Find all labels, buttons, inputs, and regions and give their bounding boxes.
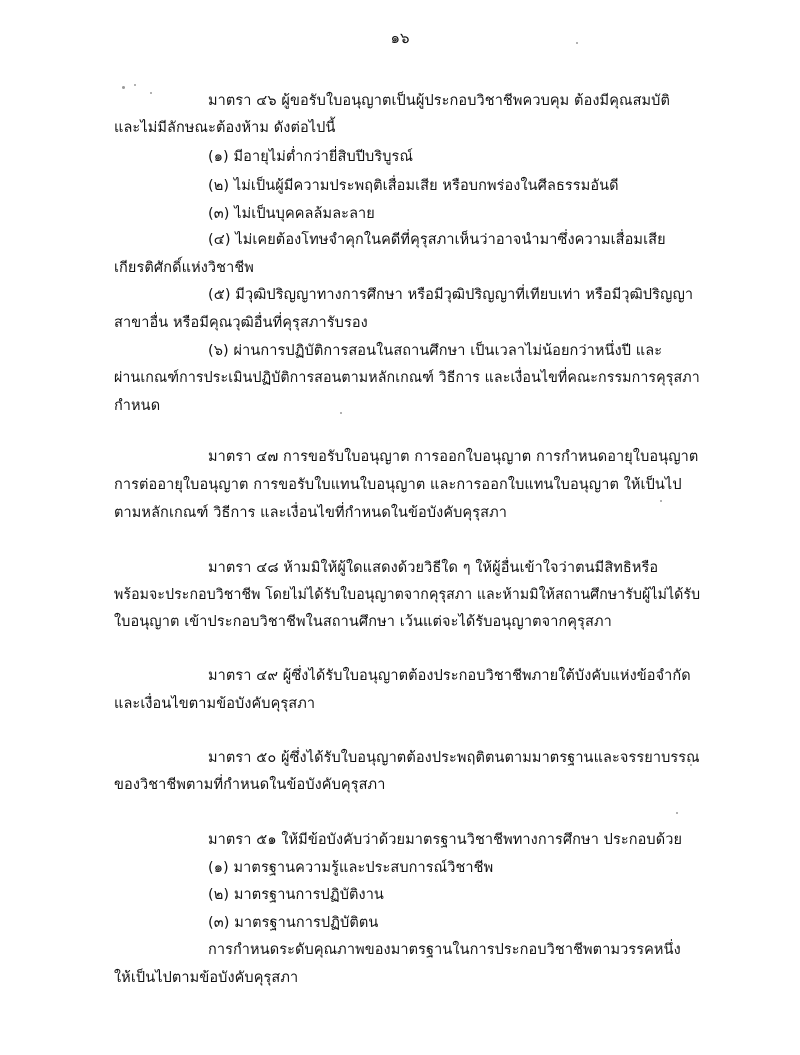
section-46-text-line: และไม่มีลักษณะต้องห้าม ดังต่อไปนี้ xyxy=(114,120,336,136)
section-46-item-5: (๕) มีวุฒิปริญญาทางการศึกษา หรือมีวุฒิปริญญาที่เทียบเท่า หรือมีวุฒิปริญญา xyxy=(208,287,694,303)
section-50-heading-line: มาตรา ๕๐ ผู้ซึ่งได้รับใบอนุญาตต้องประพฤติตนตามมาตรฐานและจรรยาบรรณ xyxy=(208,750,700,766)
section-46-item-5-cont: สาขาอื่น หรือมีคุณวุฒิอื่นที่คุรุสภารับรอง xyxy=(114,315,368,331)
section-46-item-4: (๔) ไม่เคยต้องโทษจำคุกในคดีที่คุรุสภาเห็นว่าอาจนำมาซึ่งความเสื่อมเสีย xyxy=(208,232,666,248)
section-51-paragraph-cont: ให้เป็นไปตามข้อบังคับคุรุสภา xyxy=(114,970,299,986)
section-51-item-1: (๑) มาตรฐานความรู้และประสบการณ์วิชาชีพ xyxy=(208,860,494,876)
section-46-item-4-cont: เกียรติศักดิ์แห่งวิชาชีพ xyxy=(114,260,254,276)
section-46-item-2: (๒) ไม่เป็นผู้มีความประพฤติเสื่อมเสีย หรือบกพร่องในศีลธรรมอันดี xyxy=(208,178,619,194)
section-48-heading-line: มาตรา ๔๘ ห้ามมิให้ผู้ใดแสดงด้วยวิธีใด ๆ ให้ผู้อื่นเข้าใจว่าตนมีสิทธิหรือ xyxy=(208,560,659,576)
section-46-item-6: (๖) ผ่านการปฏิบัติการสอนในสถานศึกษา เป็นเวลาไม่น้อยกว่าหนึ่งปี และ xyxy=(208,343,663,359)
section-49-text-line: และเงื่อนไขตามข้อบังคับคุรุสภา xyxy=(114,696,316,712)
scan-speck xyxy=(150,92,152,94)
section-47-text-line: ตามหลักเกณฑ์ วิธีการ และเงื่อนไขที่กำหนดในข้อบังคับคุรุสภา xyxy=(114,505,507,521)
scan-speck xyxy=(576,42,578,44)
scan-speck xyxy=(122,86,125,89)
section-47-text-line: การต่ออายุใบอนุญาต การขอรับใบแทนใบอนุญาต และการออกใบแทนใบอนุญาต ให้เป็นไป xyxy=(114,477,682,493)
section-51-item-2: (๒) มาตรฐานการปฏิบัติงาน xyxy=(208,887,384,903)
section-51-heading-line: มาตรา ๕๑ ให้มีข้อบังคับว่าด้วยมาตรฐานวิชาชีพทางการศึกษา ประกอบด้วย xyxy=(208,832,683,848)
section-46-item-6-cont: กำหนด xyxy=(114,398,161,414)
section-51-item-3: (๓) มาตรฐานการปฏิบัติตน xyxy=(208,915,379,931)
section-46-heading-line: มาตรา ๔๖ ผู้ขอรับใบอนุญาตเป็นผู้ประกอบวิชาชีพควบคุม ต้องมีคุณสมบัติ xyxy=(208,93,670,109)
section-48-text-line: พร้อมจะประกอบวิชาชีพ โดยไม่ได้รับใบอนุญาตจากคุรุสภา และห้ามมิให้สถานศึกษารับผู้ไม่ได้รับ xyxy=(114,587,701,603)
section-50-text-line: ของวิชาชีพตามที่กำหนดในข้อบังคับคุรุสภา xyxy=(114,777,386,793)
scan-speck xyxy=(134,84,136,86)
scan-speck xyxy=(340,412,342,414)
section-51-paragraph: การกำหนดระดับคุณภาพของมาตรฐานในการประกอบวิชาชีพตามวรรคหนึ่ง xyxy=(208,942,681,958)
page-number: ๑๖ xyxy=(390,29,410,47)
section-46-item-6-cont: ผ่านเกณฑ์การประเมินปฏิบัติการสอนตามหลักเกณฑ์ วิธีการ และเงื่อนไขที่คณะกรรมการคุรุสภา xyxy=(114,370,700,386)
section-46-item-1: (๑) มีอายุไม่ต่ำกว่ายี่สิบปีบริบูรณ์ xyxy=(208,149,413,165)
section-46-item-3: (๓) ไม่เป็นบุคคลล้มละลาย xyxy=(208,206,375,222)
section-47-heading-line: มาตรา ๔๗ การขอรับใบอนุญาต การออกใบอนุญาต การกำหนดอายุใบอนุญาต xyxy=(208,449,699,465)
section-48-text-line: ใบอนุญาต เข้าประกอบวิชาชีพในสถานศึกษา เว้นแต่จะได้รับอนุญาตจากคุรุสภา xyxy=(114,614,612,630)
scan-speck xyxy=(676,812,678,814)
scan-speck xyxy=(660,500,662,502)
section-49-heading-line: มาตรา ๔๙ ผู้ซึ่งได้รับใบอนุญาตต้องประกอบวิชาชีพภายใต้บังคับแห่งข้อจำกัด xyxy=(208,668,691,684)
